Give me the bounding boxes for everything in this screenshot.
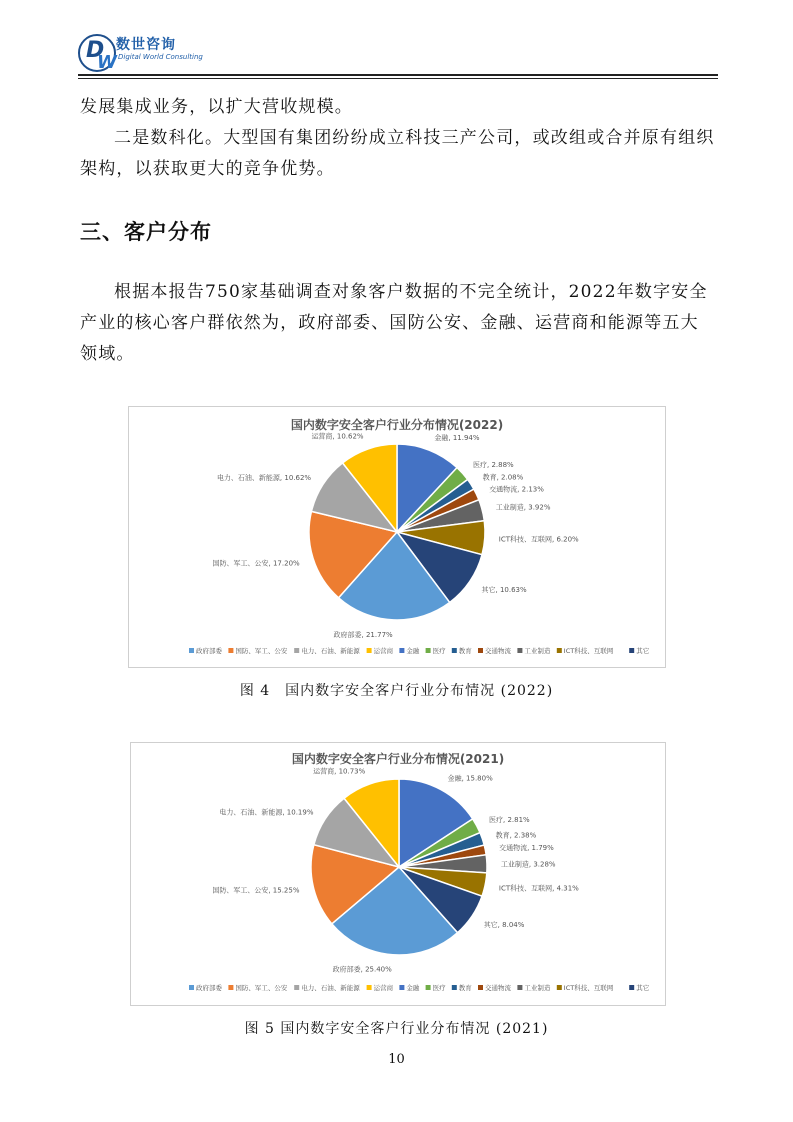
data-label: 教育, 2.38% — [495, 831, 537, 840]
header-rule-thin — [78, 78, 718, 79]
pie-chart-2022-svg — [129, 407, 665, 667]
data-label: ICT科技、互联网, 6.20% — [498, 535, 579, 544]
legend-swatch — [399, 648, 404, 653]
legend-swatch — [452, 985, 457, 990]
pie-chart-2022 — [128, 406, 666, 668]
legend-swatch — [557, 985, 562, 990]
legend-label: 国防、军工、公安 — [235, 984, 288, 992]
data-label: 其它, 10.63% — [481, 586, 527, 595]
legend-label: 其它 — [636, 984, 650, 992]
legend-swatch — [294, 985, 299, 990]
data-label: 运营商, 10.73% — [313, 767, 366, 776]
legend-label: 医疗 — [432, 647, 446, 655]
data-label: 国防、军工、公安, 15.25% — [212, 886, 300, 895]
logo-mark-w: W — [97, 52, 117, 73]
legend-item — [294, 646, 360, 655]
legend-swatch — [517, 985, 522, 990]
legend-label: 医疗 — [432, 984, 446, 992]
legend-item — [426, 983, 447, 992]
legend-swatch — [452, 648, 457, 653]
legend-item — [629, 646, 650, 655]
paragraph-intro: 根据本报告750家基础调查对象客户数据的不完全统计，2022年数字安全产业的核心客户群依然为，政府部委、国防公安、金融、运营商和能源等五大领域。 — [80, 282, 708, 364]
data-label: 金融, 15.80% — [447, 774, 493, 783]
legend-item — [228, 646, 288, 655]
data-label: 电力、石油、新能源, 10.62% — [216, 474, 312, 482]
legend-label: 工业制造 — [524, 984, 551, 992]
data-label: ICT科技、互联网, 4.31% — [498, 884, 579, 893]
legend-label: 工业制造 — [524, 647, 551, 655]
legend-item — [294, 983, 360, 992]
figure-caption-2021: 图 5 国内数字安全客户行业分布情况 (2021) — [244, 1021, 549, 1037]
page-header — [78, 34, 718, 78]
legend-swatch — [228, 985, 233, 990]
chart-title: 国内数字安全客户行业分布情况(2022) — [290, 418, 504, 432]
legend-swatch — [426, 985, 431, 990]
legend-item — [426, 646, 447, 655]
legend-swatch — [629, 985, 634, 990]
legend-swatch — [426, 648, 431, 653]
legend-item — [189, 646, 223, 655]
legend-label: 运营商 — [373, 647, 394, 655]
logo-mark: D — [86, 38, 105, 63]
legend-swatch — [557, 648, 562, 653]
legend-swatch — [517, 648, 522, 653]
legend-label: 其它 — [636, 647, 650, 655]
legend-item — [189, 983, 223, 992]
logo-chinese-name: 数世咨询 — [116, 37, 176, 53]
legend-item — [478, 983, 512, 992]
legend-item — [478, 646, 512, 655]
legend-swatch — [367, 985, 372, 990]
legend-item — [517, 983, 551, 992]
chart-title: 国内数字安全客户行业分布情况(2021) — [291, 752, 505, 766]
data-label: 交通物流, 2.13% — [489, 485, 544, 494]
legend-label: 交通物流 — [485, 984, 511, 992]
legend-label: 政府部委 — [196, 984, 222, 992]
legend-label: 交通物流 — [485, 647, 511, 655]
company-logo — [78, 34, 116, 72]
legend-item — [367, 983, 394, 992]
data-label: 运营商, 10.62% — [311, 432, 364, 441]
data-label: 政府部委, 21.77% — [333, 630, 393, 639]
legend-swatch — [367, 648, 372, 653]
legend-swatch — [629, 648, 634, 653]
legend-item — [452, 983, 473, 992]
data-label: 交通物流, 1.79% — [499, 844, 554, 853]
data-label: 医疗, 2.81% — [489, 816, 530, 824]
legend-label: ICT科技、互联网 — [563, 647, 614, 655]
data-label: 金融, 11.94% — [434, 434, 480, 443]
legend-swatch — [228, 648, 233, 653]
legend-label: 金融 — [406, 984, 420, 992]
legend-swatch — [189, 648, 194, 653]
data-label: 教育, 2.08% — [482, 473, 524, 482]
legend-label: 金融 — [406, 647, 420, 655]
legend-item — [399, 646, 420, 655]
legend-item — [367, 646, 394, 655]
legend-swatch — [399, 985, 404, 990]
pie-chart-2021 — [130, 742, 666, 1006]
legend-label: ICT科技、互联网 — [563, 984, 614, 992]
paragraph-digitalization: 二是数科化。大型国有集团纷纷成立科技三产公司，或改组或合并原有组织架构，以获取更大的竞争优势。 — [80, 128, 715, 179]
legend-label: 教育 — [458, 984, 472, 992]
legend-item — [557, 983, 614, 992]
data-label: 医疗, 2.88% — [473, 461, 514, 469]
legend-label: 政府部委 — [196, 647, 222, 655]
page-number: 10 — [388, 1052, 405, 1067]
section-title: 三、客户分布 — [80, 220, 212, 244]
data-label: 工业制造, 3.92% — [495, 503, 551, 512]
data-label: 工业制造, 3.28% — [500, 860, 556, 869]
legend-item — [517, 646, 551, 655]
legend-swatch — [478, 985, 483, 990]
data-label: 国防、军工、公安, 17.20% — [212, 559, 300, 568]
paragraph-continuation: 发展集成业务，以扩大营收规模。 — [80, 97, 353, 117]
legend-item — [228, 983, 288, 992]
data-label: 政府部委, 25.40% — [332, 965, 392, 974]
legend-label: 电力、石油、新能源 — [301, 984, 360, 992]
legend-label: 运营商 — [373, 984, 394, 992]
legend-item — [399, 983, 420, 992]
legend-label: 教育 — [458, 647, 472, 655]
legend-swatch — [189, 985, 194, 990]
legend-swatch — [294, 648, 299, 653]
figure-caption-2022: 图 4 国内数字安全客户行业分布情况 (2022) — [239, 683, 554, 699]
header-rule — [78, 74, 718, 76]
legend-label: 国防、军工、公安 — [235, 647, 288, 655]
data-label: 其它, 8.04% — [483, 920, 525, 929]
legend-swatch — [478, 648, 483, 653]
legend-label: 电力、石油、新能源 — [301, 647, 360, 655]
pie-chart-2021-svg — [131, 743, 665, 1005]
logo-english-name: Digital World Consulting — [118, 53, 203, 61]
legend-item — [452, 646, 473, 655]
data-label: 电力、石油、新能源, 10.19% — [219, 808, 314, 817]
legend-item — [629, 983, 650, 992]
legend-item — [557, 646, 614, 655]
